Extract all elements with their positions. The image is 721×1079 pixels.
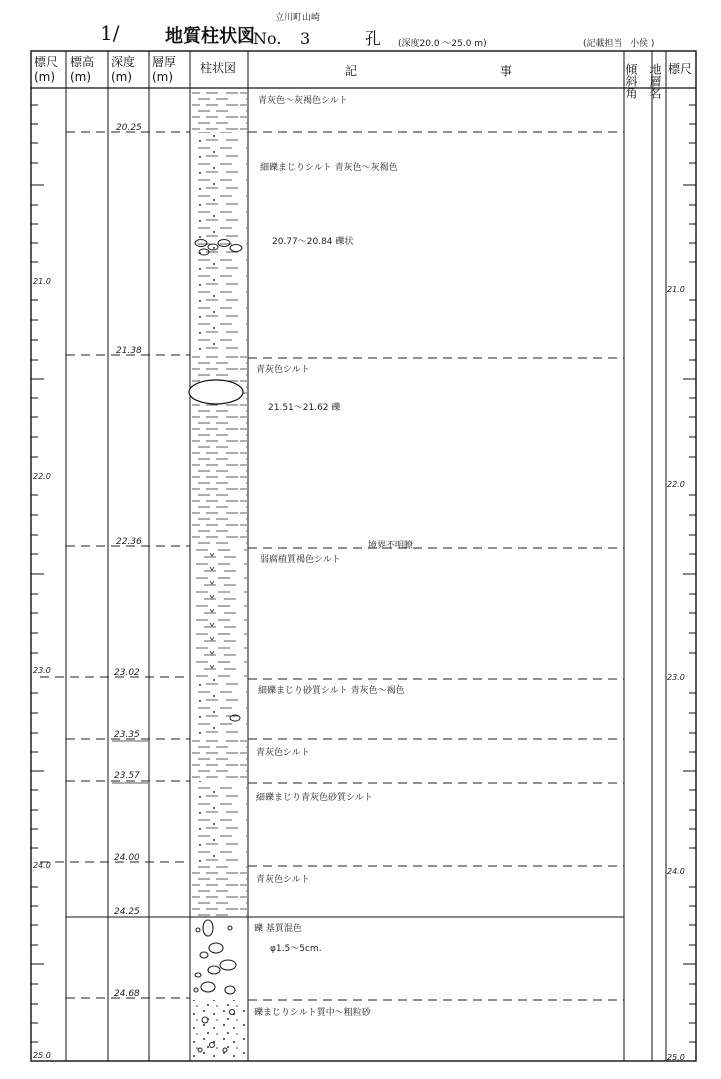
header-elevation: 標高 bbox=[70, 55, 95, 69]
depth-values bbox=[114, 123, 142, 999]
descriptions bbox=[254, 94, 413, 1018]
sheet-number: 1/ bbox=[100, 21, 120, 45]
depth-20-25: 20.25 bbox=[116, 123, 142, 133]
header-depth: 深度 bbox=[111, 55, 136, 69]
header-description-b: 事 bbox=[500, 64, 513, 78]
desc-21-38: 青灰色シルト bbox=[256, 365, 310, 375]
scale-label-left-23: 23.0 bbox=[33, 666, 51, 675]
scale-label-left-21: 21.0 bbox=[33, 277, 51, 286]
header-elevation-unit: (m) bbox=[70, 70, 92, 84]
desc-24-68: 礫まじりシルト質中〜粗粒砂 bbox=[254, 1008, 371, 1018]
depth-23-57: 23.57 bbox=[114, 771, 140, 781]
scale-label-left-25: 25.0 bbox=[33, 1051, 51, 1060]
scale-label-left-24: 24.0 bbox=[33, 861, 51, 870]
header-formation-name: 地層名 bbox=[648, 63, 662, 99]
left-scale bbox=[31, 105, 44, 1042]
header-thickness-unit: (m) bbox=[152, 70, 174, 84]
scale-label-right-23: 23.0 bbox=[667, 673, 685, 682]
scale-label-right-24: 24.0 bbox=[667, 867, 685, 876]
depth-23-35: 23.35 bbox=[114, 730, 140, 740]
column-headers bbox=[34, 54, 692, 99]
header-scale-right: 標尺 bbox=[668, 62, 693, 76]
number-label: No. bbox=[253, 29, 282, 48]
desc-20-77: 20.77〜20.84 礫状 bbox=[272, 237, 354, 247]
desc-21-51: 21.51〜21.62 礫 bbox=[268, 403, 341, 413]
desc-22-36: 弱腐植質褐色シルト bbox=[260, 555, 341, 565]
header-column: 柱状図 bbox=[200, 61, 237, 75]
site-location: 立川町山崎 bbox=[275, 13, 321, 23]
scale-label-right-25: 25.0 bbox=[667, 1053, 685, 1062]
scale-label-right-22: 22.0 bbox=[667, 480, 685, 489]
desc-23-57: 細礫まじり青灰色砂質シルト bbox=[256, 793, 373, 803]
document-title: 地質柱状図 bbox=[165, 26, 255, 47]
right-scale bbox=[683, 105, 696, 1042]
depth-24-68: 24.68 bbox=[114, 989, 140, 999]
desc-20-25: 細礫まじりシルト 青灰色〜灰褐色 bbox=[260, 163, 398, 173]
recorder-name: 小侯 ) bbox=[630, 39, 655, 49]
depth-22-36: 22.36 bbox=[116, 537, 142, 547]
header-depth-unit: (m) bbox=[111, 70, 133, 84]
hole-number: 3 bbox=[300, 29, 311, 48]
header-thickness: 層厚 bbox=[152, 55, 177, 69]
gravel-nodule-icon bbox=[189, 380, 243, 404]
scale-label-right-21: 21.0 bbox=[667, 285, 685, 294]
desc-23-02: 細礫まじり砂質シルト 青灰色〜褐色 bbox=[258, 686, 405, 696]
desc-24-25: 礫 基質混色 bbox=[254, 924, 302, 934]
header-scale: 標尺 bbox=[34, 55, 59, 69]
desc-gravel-size: φ1.5〜5cm. bbox=[270, 944, 322, 954]
gravel-layer-icon bbox=[194, 920, 236, 994]
header-scale-unit: (m) bbox=[34, 70, 56, 84]
recorder-label: (記載担当 bbox=[583, 39, 623, 49]
header-dip-angle: 傾斜角 bbox=[624, 63, 638, 99]
hole-suffix: 孔 bbox=[365, 29, 382, 48]
scale-label-left-22: 22.0 bbox=[33, 472, 51, 481]
layer-boundaries bbox=[40, 132, 624, 1000]
desc-23-35: 青灰色シルト bbox=[256, 748, 310, 758]
desc-boundary-note: 境界不明瞭 bbox=[368, 541, 414, 551]
depth-range: (深度20.0 〜25.0 m) bbox=[398, 39, 487, 49]
lithology-column bbox=[189, 89, 247, 1060]
desc-20-00: 青灰色〜灰褐色シルト bbox=[258, 96, 348, 106]
depth-21-38: 21.38 bbox=[116, 346, 142, 356]
header-description-a: 記 bbox=[345, 64, 358, 78]
desc-24-00: 青灰色シルト bbox=[256, 875, 310, 885]
title-block bbox=[100, 11, 654, 49]
depth-24-25: 24.25 bbox=[114, 907, 140, 917]
depth-23-02: 23.02 bbox=[114, 668, 140, 678]
depth-24-00: 24.00 bbox=[114, 853, 140, 863]
